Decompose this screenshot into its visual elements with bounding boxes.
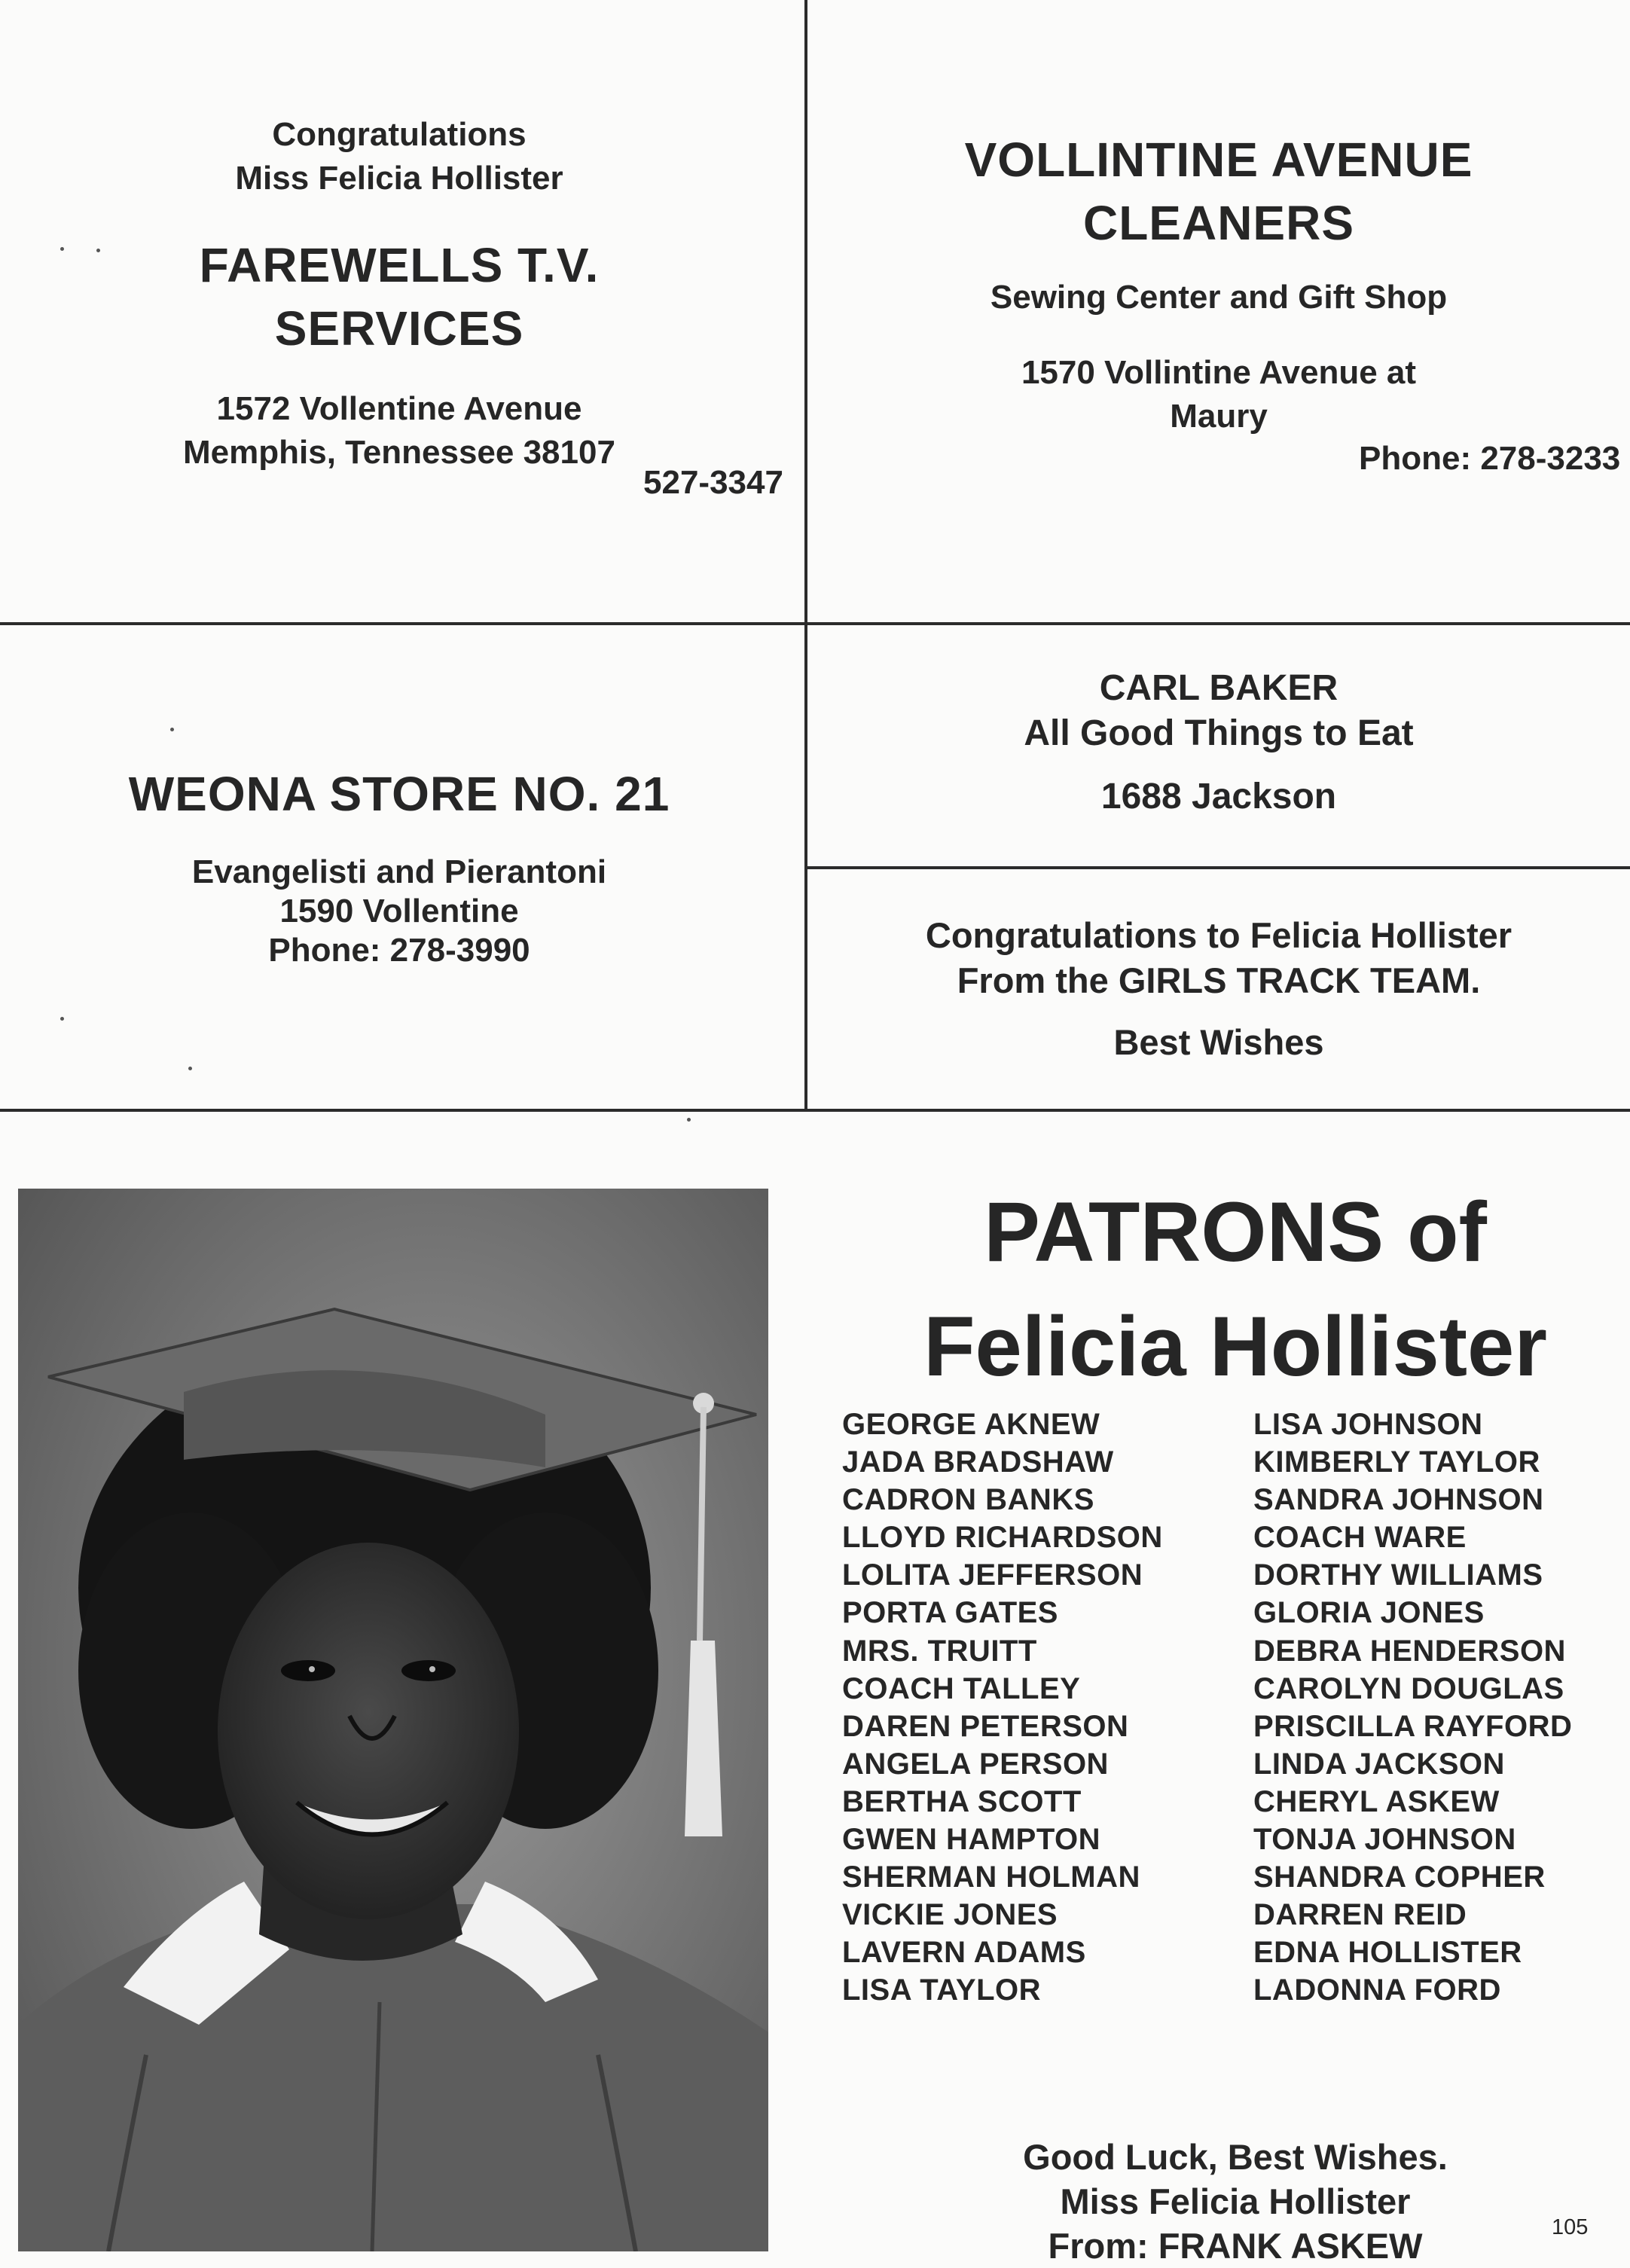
weona-owners: Evangelisti and Pierantoni [191,853,607,890]
closing-line2: Miss Felicia Hollister [1060,2181,1411,2221]
patron-name: LISA TAYLOR [842,1973,1042,2007]
patron-name: LLOYD RICHARDSON [842,1521,1163,1555]
farewells-congrats-line1: Congratulations [272,116,527,153]
weona-name: WEONA STORE NO. 21 [128,767,670,821]
patron-name: GWEN HAMPTON [842,1823,1101,1857]
carl-baker-name: CARL BAKER [1099,668,1338,708]
patron-name: LADONNA FORD [1253,1973,1501,2007]
patron-name: COACH TALLEY [842,1671,1081,1705]
patron-name: GLORIA JONES [1253,1596,1485,1630]
carl-baker-tagline: All Good Things to Eat [1024,713,1414,753]
weona-address: 1590 Vollentine [279,893,519,929]
print-speck [188,1067,192,1070]
patron-name: GEORGE AKNEW [842,1408,1100,1441]
farewells-ad [0,113,798,475]
patron-name: LISA JOHNSON [1253,1408,1483,1441]
patron-name: PORTA GATES [842,1596,1058,1630]
patron-name: SANDRA JOHNSON [1253,1483,1544,1517]
vollintine-name-line1: VOLLINTINE AVENUE [964,133,1473,187]
track-team-line1: Congratulations to Felicia Hollister [925,915,1512,955]
farewells-name-line2: SERVICES [274,301,524,356]
patron-name: LAVERN ADAMS [842,1936,1086,1970]
divider-top-row [0,622,1630,625]
track-team-ad [807,913,1630,1065]
page-number: 105 [1552,2215,1589,2239]
farewells-congrats-line2: Miss Felicia Hollister [235,160,563,197]
track-team-line2: From the GIRLS TRACK TEAM. [957,960,1481,1000]
farewells-name-line1: FAREWELLS T.V. [199,238,600,292]
vollintine-address-line2: Maury [1170,398,1268,435]
patron-name: SHERMAN HOLMAN [842,1860,1140,1894]
patron-name: PRISCILLA RAYFORD [1253,1709,1573,1743]
patron-name: VICKIE JONES [842,1898,1058,1932]
patron-list-column-2 [1253,1406,1572,2010]
print-speck [60,247,64,251]
patron-name: KIMBERLY TAYLOR [1253,1445,1540,1479]
graduation-portrait [18,1189,768,2251]
patron-name: DAREN PETERSON [842,1709,1129,1743]
patrons-title-line1: PATRONS of [984,1185,1487,1279]
vollintine-ad [807,128,1630,438]
print-speck [170,728,174,731]
weona-phone: Phone: 278-3990 [268,932,530,969]
vollintine-phone: Phone: 278-3233 [1359,440,1621,477]
vollintine-tagline: Sewing Center and Gift Shop [990,279,1448,316]
closing-message [844,2135,1627,2268]
patron-name: CADRON BANKS [842,1483,1094,1517]
print-speck [60,1017,64,1021]
patrons-title-line2: Felicia Hollister [923,1299,1547,1393]
vollintine-name-line2: CLEANERS [1082,196,1355,250]
patron-name: LOLITA JEFFERSON [842,1558,1143,1592]
patrons-title [859,1175,1612,1404]
patron-name: CHERYL ASKEW [1253,1784,1500,1818]
patron-name: COACH WARE [1253,1521,1467,1555]
weona-ad [0,762,798,970]
farewells-address-line1: 1572 Vollentine Avenue [216,390,582,427]
farewells-phone: 527-3347 [643,464,783,501]
patron-name: CAROLYN DOUGLAS [1253,1671,1564,1705]
carl-baker-ad [807,666,1630,820]
patron-name: ANGELA PERSON [842,1747,1109,1781]
print-speck [687,1118,691,1122]
patron-name: DARREN REID [1253,1898,1467,1932]
patron-name: DORTHY WILLIAMS [1253,1558,1543,1592]
closing-line1: Good Luck, Best Wishes. [1023,2137,1448,2177]
divider-second-row [0,1109,1630,1112]
patron-name: BERTHA SCOTT [842,1784,1082,1818]
track-team-line3: Best Wishes [1113,1022,1324,1062]
patron-name: SHANDRA COPHER [1253,1860,1546,1894]
patron-name: DEBRA HENDERSON [1253,1634,1566,1668]
patron-name: JADA BRADSHAW [842,1445,1114,1479]
patron-name: EDNA HOLLISTER [1253,1936,1522,1970]
farewells-address-line2: Memphis, Tennessee 38107 [183,434,615,471]
closing-line3: From: FRANK ASKEW [1048,2226,1423,2266]
vollintine-address-line1: 1570 Vollintine Avenue at [1021,354,1417,391]
patron-list-column-1 [842,1406,1163,2010]
patron-name: TONJA JOHNSON [1253,1823,1516,1857]
patron-name: LINDA JACKSON [1253,1747,1505,1781]
print-speck [96,249,100,252]
patron-name: MRS. TRUITT [842,1634,1037,1668]
divider-carl-baker [806,866,1630,869]
carl-baker-address: 1688 Jackson [1100,777,1337,817]
